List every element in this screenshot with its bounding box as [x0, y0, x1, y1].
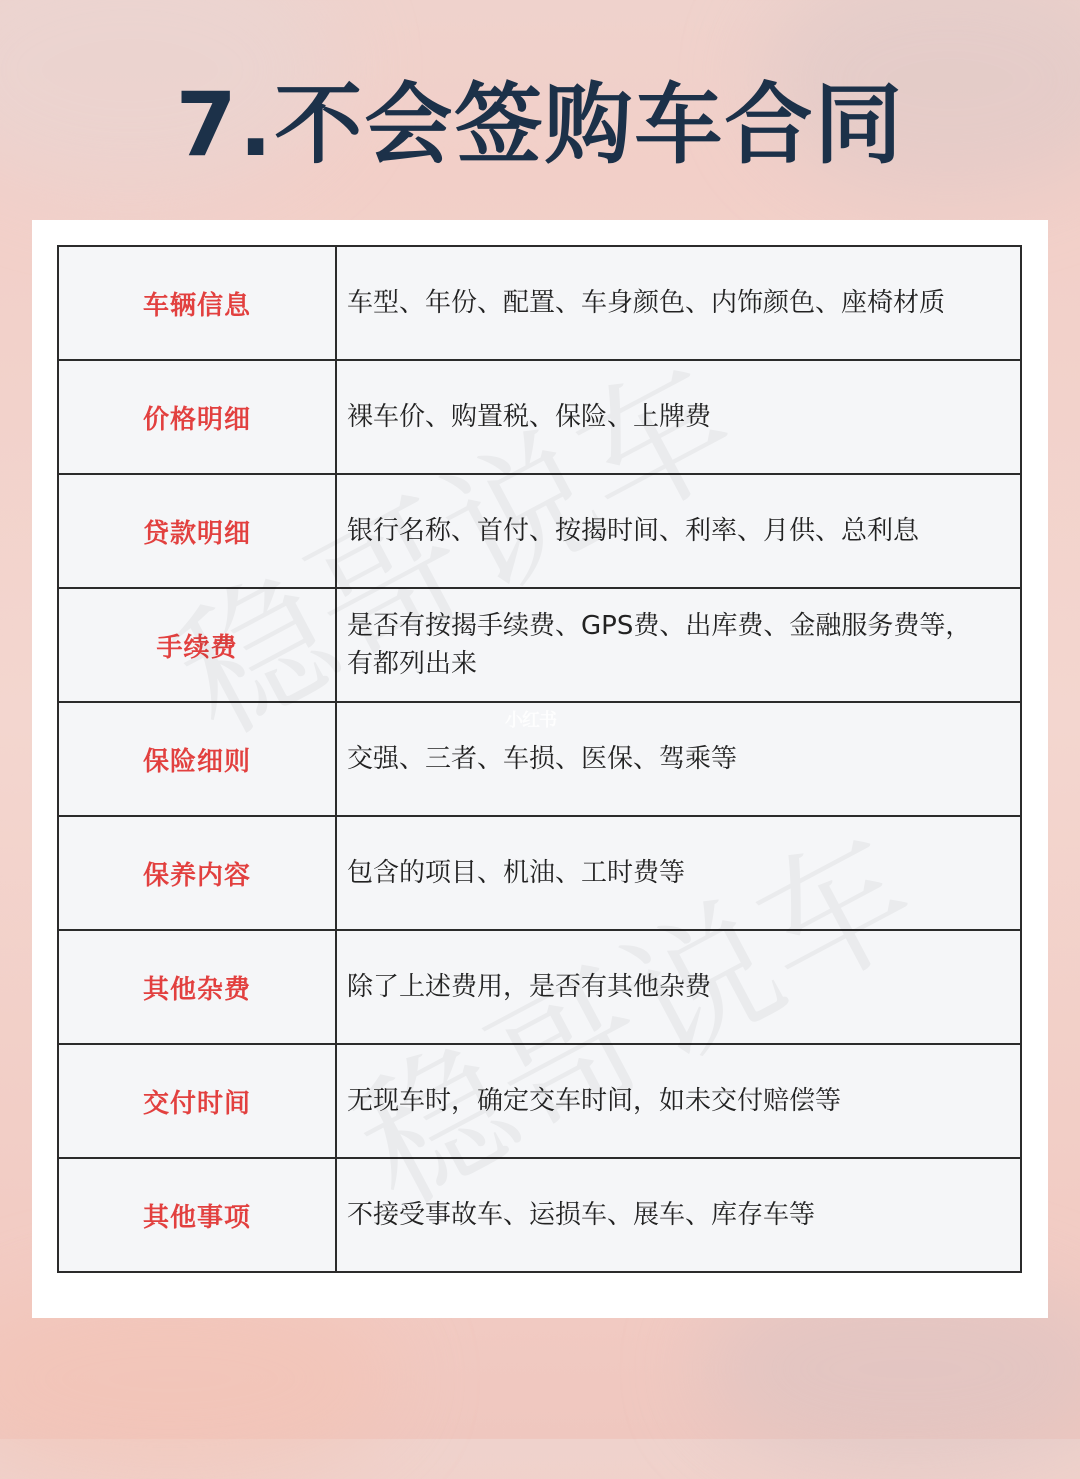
row-label: 价格明细 [58, 360, 336, 474]
table-row [58, 816, 1021, 930]
row-content: 裸车价、购置税、保险、上牌费 [347, 402, 712, 432]
row-label: 其他杂费 [58, 930, 336, 1044]
row-content: 是否有按揭手续费、GPS费、出库费、金融服务费等， 有都列出来 [347, 611, 972, 679]
table-row [58, 588, 1021, 702]
table-row [58, 474, 1021, 588]
row-label: 保险细则 [58, 702, 336, 816]
row-content: 车型、年份、配置、车身颜色、内饰颜色、座椅材质 [347, 288, 946, 318]
table-row [58, 360, 1021, 474]
table-row [58, 1158, 1021, 1272]
platform-watermark: 小红书 [505, 710, 556, 731]
page-title: 7.不会签购车合同 [175, 73, 905, 176]
row-label: 交付时间 [58, 1044, 336, 1158]
row-label: 其他事项 [58, 1158, 336, 1272]
row-content: 无现车时，确定交车时间，如未交付赔偿等 [347, 1086, 842, 1116]
table-row [58, 930, 1021, 1044]
row-label: 贷款明细 [58, 474, 336, 588]
row-label: 保养内容 [58, 816, 336, 930]
row-label: 车辆信息 [58, 246, 336, 360]
contract-table [57, 245, 1022, 1273]
row-content: 交强、三者、车损、医保、驾乘等 [347, 744, 738, 774]
table-row [58, 1044, 1021, 1158]
row-content: 银行名称、首付、按揭时间、利率、月供、总利息 [347, 516, 920, 546]
row-content: 不接受事故车、运损车、展车、库存车等 [347, 1200, 816, 1230]
row-content: 包含的项目、机油、工时费等 [347, 858, 686, 888]
row-content: 除了上述费用，是否有其他杂费 [347, 972, 712, 1002]
table-row [58, 246, 1021, 360]
row-label: 手续费 [58, 588, 336, 702]
